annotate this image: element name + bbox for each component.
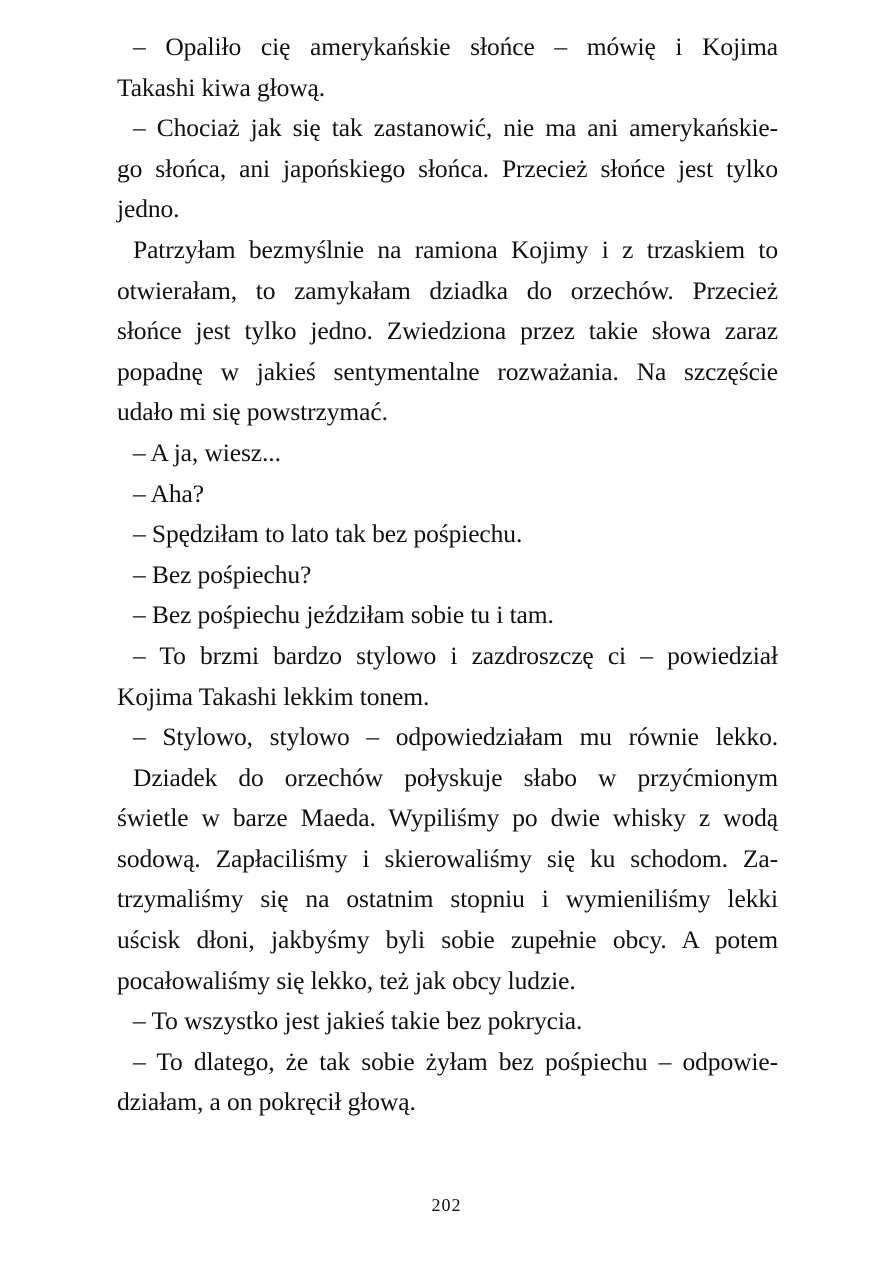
page-body xyxy=(117,27,778,1123)
text-line: słońce jest tylko jedno. Zwiedziona przez takie słowa zaraz xyxy=(117,316,778,346)
text-line: Kojima Takashi lekkim tonem. xyxy=(117,681,430,711)
text-line: uścisk dłoni, jakbyśmy byli sobie zupełnie obcy. A potem xyxy=(117,925,778,955)
text-line: – Aha? xyxy=(133,478,204,508)
text-line: – A ja, wiesz... xyxy=(133,437,281,467)
page-number: 202 xyxy=(431,1195,462,1215)
text-line: – To brzmi bardzo stylowo i zazdroszczę ci – powiedział xyxy=(133,640,778,670)
text-line: sodową. Zapłaciliśmy i skierowaliśmy się ku schodom. Za- xyxy=(117,843,778,873)
text-line: – Stylowo, stylowo – odpowiedziałam mu równie lekko. xyxy=(133,722,778,752)
text-line: go słońca, ani japońskiego słońca. Przecież słońce jest tylko xyxy=(117,153,778,183)
text-line: – Bez pośpiechu jeździłam sobie tu i tam. xyxy=(133,600,554,630)
text-line: działam, a on pokręcił głową. xyxy=(117,1087,416,1117)
text-line: – Chociaż jak się tak zastanowić, nie ma ani amerykańskie- xyxy=(133,113,778,143)
text-line: – Opaliło cię amerykańskie słońce – mówię i Kojima xyxy=(133,32,778,61)
text-line: pocałowaliśmy się lekko, też jak obcy ludzie. xyxy=(117,965,576,995)
text-line: otwierałam, to zamykałam dziadka do orzechów. Przecież xyxy=(117,275,778,305)
text-line: – To dlatego, że tak sobie żyłam bez pośpiechu – odpowie- xyxy=(133,1046,778,1076)
text-line: popadnę w jakieś sentymentalne rozważania. Na szczęście xyxy=(117,356,778,386)
text-line: świetle w barze Maeda. Wypiliśmy po dwie whisky z wodą xyxy=(117,803,778,833)
text-line: jedno. xyxy=(117,194,180,224)
text-line: – Bez pośpiechu? xyxy=(133,559,312,589)
text-line: udało mi się powstrzymać. xyxy=(117,397,388,427)
text-line: – To wszystko jest jakieś takie bez pokrycia. xyxy=(133,1006,583,1036)
text-line: Takashi kiwa głową. xyxy=(117,72,326,102)
text-line: Dziadek do orzechów połyskuje słabo w przyćmionym xyxy=(133,762,778,792)
text-line: trzymaliśmy się na ostatnim stopniu i wymieniliśmy lekki xyxy=(117,884,778,914)
text-line: Patrzyłam bezmyślnie na ramiona Kojimy i z trzaskiem to xyxy=(133,234,778,264)
text-line: – Spędziłam to lato tak bez pośpiechu. xyxy=(133,519,523,549)
